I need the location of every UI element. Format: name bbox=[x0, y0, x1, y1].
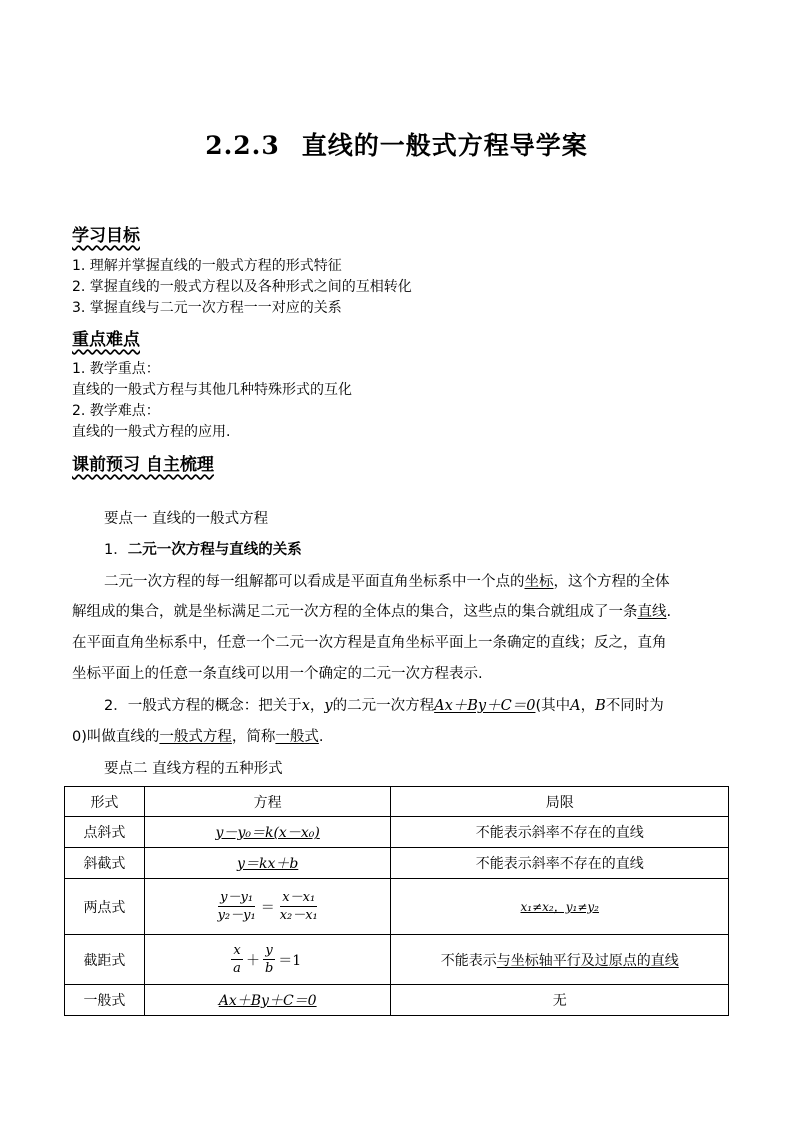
keypoints-heading: 重点难点 bbox=[72, 330, 140, 350]
difficulty-text: 直线的一般式方程的应用. bbox=[72, 424, 231, 440]
equation-cell: Ax＋By＋C＝0 bbox=[144, 985, 391, 1016]
table-header-row bbox=[65, 787, 729, 817]
equation-cell: y－y₀＝k(x－x₀) bbox=[144, 817, 391, 848]
difficulty-label: 2. 教学难点： bbox=[72, 403, 160, 419]
fraction: $\frac{\text{y－y₁}}{\text{y₂－y₁}}$ bbox=[217, 890, 256, 923]
page-title bbox=[0, 126, 793, 162]
objective-item: 3. 掌握直线与二元一次方程一一对应的关系 bbox=[72, 300, 342, 316]
limit-cell: 不能表示斜率不存在的直线 bbox=[391, 817, 729, 848]
limit-cell: 无 bbox=[391, 985, 729, 1016]
limit-cell: 不能表示与坐标轴平行及过原点的直线 bbox=[391, 935, 729, 985]
fraction: $\frac{\text{x－x₁}}{\text{x₂－x₁}}$ bbox=[279, 890, 318, 923]
equation-cell: $\frac{\text{y－y₁}}{\text{y₂－y₁}}$ ＝ $\frac{\text{x－x₁}}{\text{x₂－x₁}}$ bbox=[144, 879, 391, 935]
point1-title: 要点一 直线的一般式方程 bbox=[104, 511, 269, 527]
line-equation-forms-table bbox=[64, 786, 729, 1016]
paragraph-line: 2．一般式方程的概念：把关于x，y的二元一次方程Ax＋By＋C＝0(其中A，B不同时为 bbox=[104, 698, 664, 714]
paragraph-line: 解组成的集合，就是坐标满足二元一次方程的全体点的集合，这些点的集合就组成了一条直线. bbox=[72, 604, 672, 620]
table-row bbox=[65, 985, 729, 1016]
answer-blank: Ax＋By＋C＝0 bbox=[434, 698, 536, 714]
limit-cell: x₁≠x₂，y₁≠y₂ bbox=[391, 879, 729, 935]
preview-heading: 课前预习 自主梳理 bbox=[72, 455, 214, 475]
paragraph-line: 在平面直角坐标系中，任意一个二元一次方程是直角坐标平面上一条确定的直线；反之，直角 bbox=[72, 635, 667, 651]
title-text: 直线的一般式方程导学案 bbox=[301, 131, 588, 160]
answer-blank: 一般式 bbox=[275, 729, 319, 745]
focus-label: 1. 教学重点： bbox=[72, 361, 160, 377]
form-cell: 两点式 bbox=[65, 879, 145, 935]
limit-cell: 不能表示斜率不存在的直线 bbox=[391, 848, 729, 879]
form-cell: 斜截式 bbox=[65, 848, 145, 879]
title-number: 2.2.3 bbox=[205, 131, 280, 160]
table-row bbox=[65, 848, 729, 879]
objective-item: 1. 理解并掌握直线的一般式方程的形式特征 bbox=[72, 258, 342, 274]
objectives-heading: 学习目标 bbox=[72, 226, 140, 246]
answer-blank: 一般式方程 bbox=[159, 729, 232, 745]
point2-title: 要点二 直线方程的五种形式 bbox=[104, 761, 283, 777]
table-header-cell: 局限 bbox=[391, 787, 729, 817]
table-row bbox=[65, 817, 729, 848]
paragraph-line: 0)叫做直线的一般式方程，简称一般式. bbox=[72, 729, 324, 745]
paragraph-line: 二元一次方程的每一组解都可以看成是平面直角坐标系中一个点的坐标，这个方程的全体 bbox=[104, 574, 670, 590]
table-row bbox=[65, 879, 729, 935]
fraction: $\frac{x}{a}$ bbox=[233, 943, 241, 976]
answer-blank: 坐标 bbox=[524, 574, 554, 590]
equation-cell: y＝kx＋b bbox=[144, 848, 391, 879]
table-header-cell: 形式 bbox=[65, 787, 145, 817]
form-cell: 点斜式 bbox=[65, 817, 145, 848]
sub1-heading: 1．二元一次方程与直线的关系 bbox=[104, 542, 302, 558]
focus-text: 直线的一般式方程与其他几种特殊形式的互化 bbox=[72, 382, 352, 398]
table-row bbox=[65, 935, 729, 985]
fraction: $\frac{y}{b}$ bbox=[264, 943, 274, 976]
form-cell: 一般式 bbox=[65, 985, 145, 1016]
table-header-cell: 方程 bbox=[144, 787, 391, 817]
paragraph-line: 坐标平面上的任意一条直线可以用一个确定的二元一次方程表示. bbox=[72, 666, 483, 682]
equation-cell: $\frac{x}{a}$ ＋ $\frac{y}{b}$ ＝1 bbox=[144, 935, 391, 985]
objective-item: 2. 掌握直线的一般式方程以及各种形式之间的互相转化 bbox=[72, 279, 412, 295]
form-cell: 截距式 bbox=[65, 935, 145, 985]
answer-blank: 直线 bbox=[637, 604, 667, 620]
